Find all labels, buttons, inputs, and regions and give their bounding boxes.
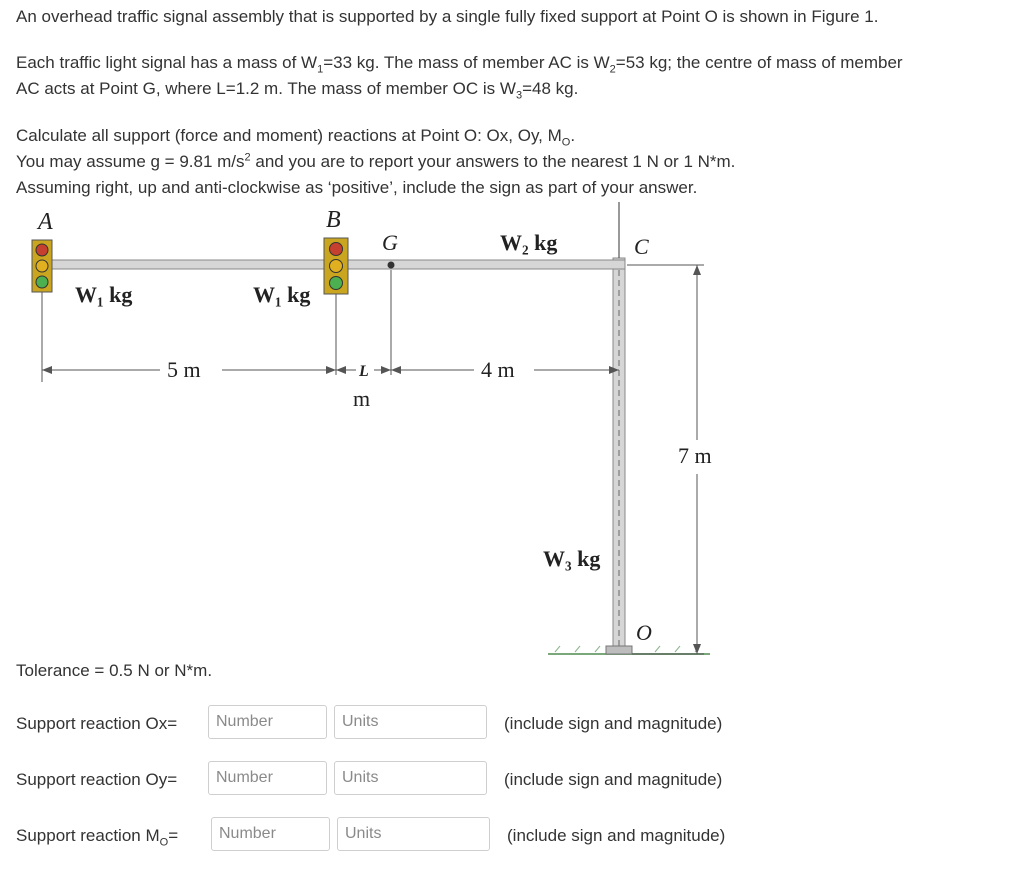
problem-task: Calculate all support (force and moment) reactions at Point O: Ox, Oy, $M_O$. You may assume g = 9.81 $m/s^2$ and you are to report your answers to the nearest 1 N or 1 N*m. Assuming right, up and anti-clockwise as ‘positive’, include the sign as part of your answer. [16, 126, 736, 197]
label-4m: 4 m [481, 357, 515, 382]
base-plate [606, 646, 632, 654]
point-g [388, 262, 395, 269]
answer-label-ox: Support reaction Ox= [16, 714, 178, 733]
label-o: O [636, 620, 652, 645]
oy-hint: (include sign and magnitude) [504, 770, 723, 789]
label-w1-right: W₁ kg [253, 282, 311, 307]
tolerance-note: Tolerance = 0.5 N or N*m. [16, 661, 213, 680]
label-w1-left: W₁ kg [75, 282, 133, 307]
label-c: C [634, 234, 649, 259]
problem-intro: An overhead traffic signal assembly that is supported by a single fully fixed support at Point O is shown in Figure 1. [16, 7, 879, 26]
traffic-light-a [32, 240, 52, 292]
answer-label-mo: Support reaction $M_O=$ [16, 826, 179, 849]
label-5m: 5 m [167, 357, 201, 382]
traffic-light-b [324, 238, 348, 294]
label-g: G [382, 230, 398, 255]
label-w2: W₂ kg [500, 230, 558, 255]
ox-units-input[interactable] [334, 705, 487, 739]
oy-units-input[interactable] [334, 761, 487, 795]
label-l: L [359, 363, 369, 380]
label-b: B [326, 207, 341, 233]
label-7m: 7 m [678, 443, 712, 468]
answer-label-oy: Support reaction Oy= [16, 770, 178, 789]
oy-number-input[interactable] [208, 761, 327, 795]
answer-row-oy [16, 761, 1016, 797]
mo-number-input[interactable] [211, 817, 330, 851]
traffic-signal-figure [0, 200, 1024, 660]
answer-row-ox [16, 705, 1016, 741]
label-w3: W₃ kg [543, 546, 601, 571]
label-a: A [38, 209, 53, 235]
label-l-unit: m [353, 386, 371, 411]
mo-hint: (include sign and magnitude) [507, 826, 726, 845]
mo-units-input[interactable] [337, 817, 490, 851]
ox-number-input[interactable] [208, 705, 327, 739]
ox-hint: (include sign and magnitude) [504, 714, 723, 733]
answer-row-mo [16, 817, 1016, 853]
problem-masses: Each traffic light signal has a mass of $W_1=33$ kg. The mass of member AC is $W_2=53$ kg; the centre of mass of member AC acts at Point G, where L=1.2 m. The mass of member OC is $W_3=48$ kg. [16, 53, 903, 102]
